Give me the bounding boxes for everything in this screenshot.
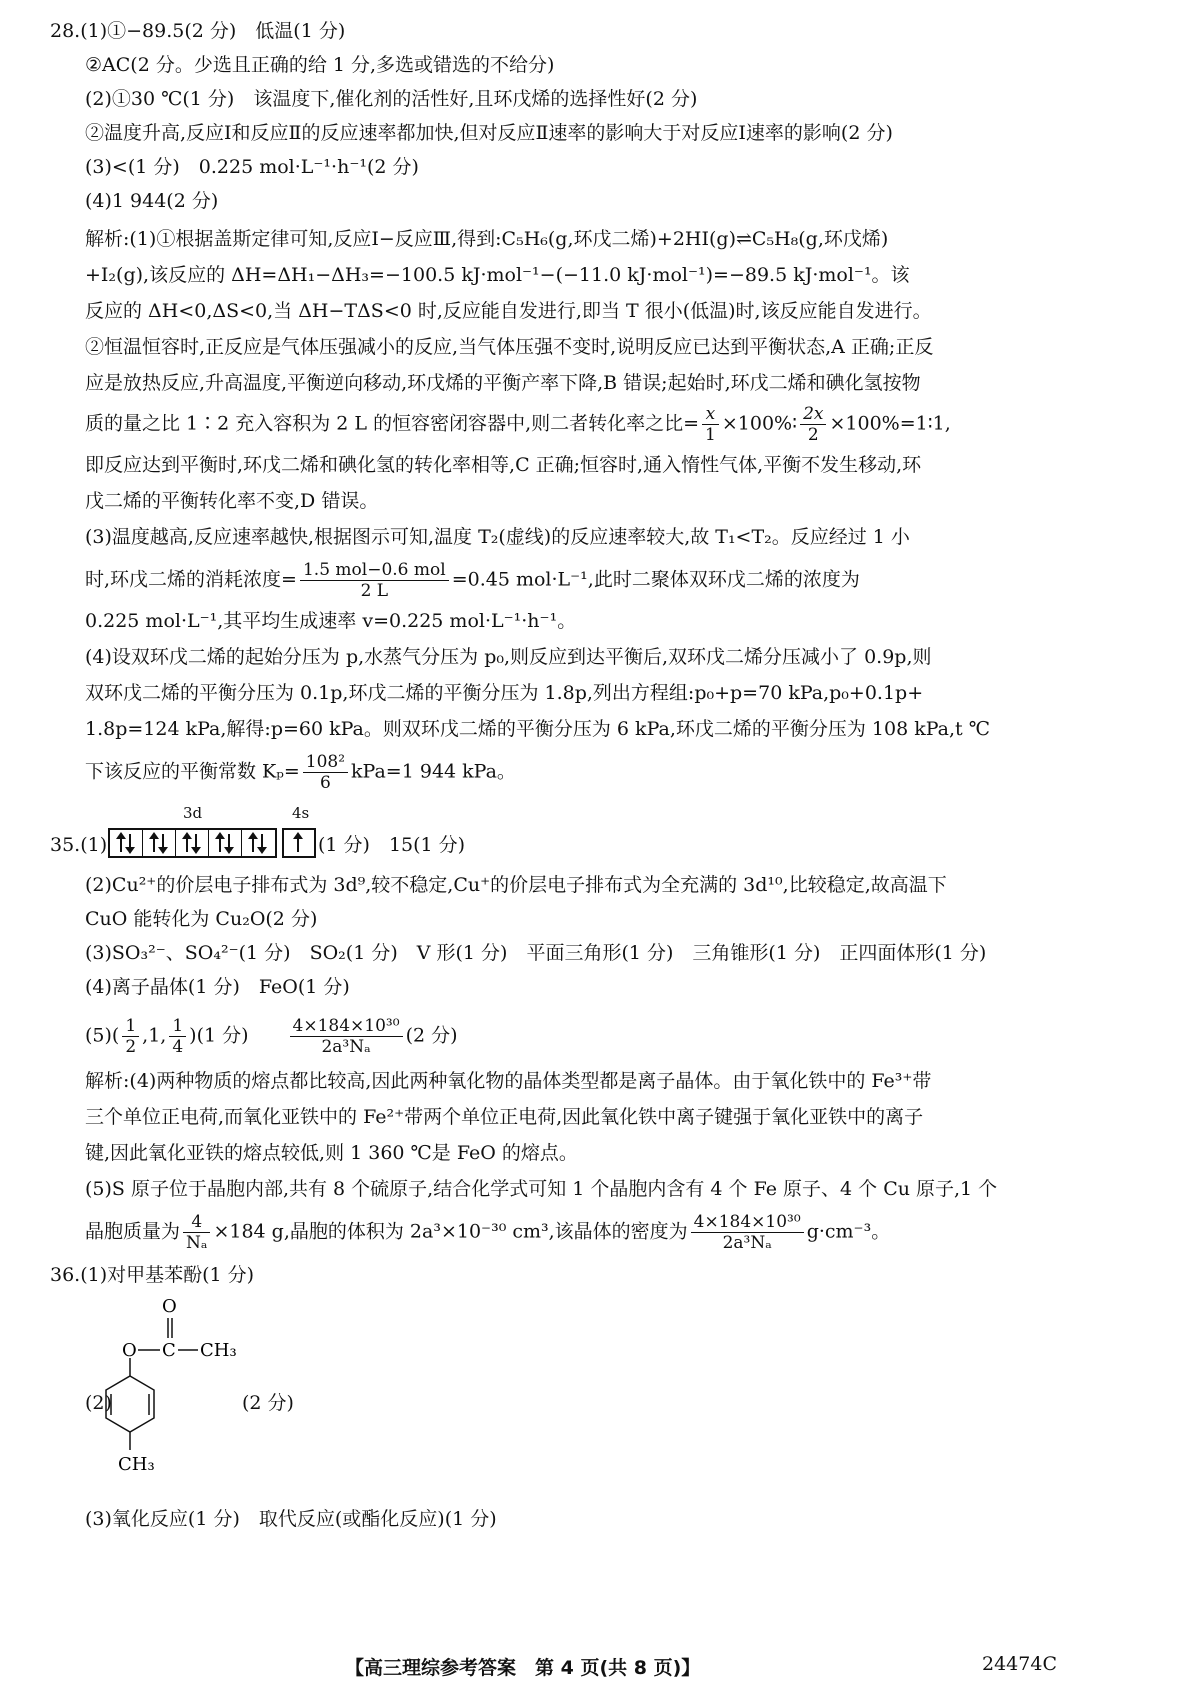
q28-analysis-line-fraction: 下该反应的平衡常数 Kₚ= $\frac{\text{108²}}{6}$ kPa=1 944 kPa。 [85, 752, 516, 793]
orbital-box [176, 830, 209, 856]
q35-number: 35.(1) [50, 834, 108, 856]
q35-answer-4: (4)离子晶体(1 分) FeO(1 分) [85, 976, 350, 998]
q35-answer-5: (5)( $\frac{1}{2}$ ,1, $\frac{1}{4}$ )(1 分) $\frac{\text{4×184×10³⁰}}{\text{2a³Nₐ}}$ (2 分) [85, 1016, 458, 1057]
q28-analysis-line-fraction: 质的量之比 1∶2 充入容积为 2 L 的恒容密闭容器中,则二者转化率之比= $\frac{x}{1}$ ×100%∶ $\frac{2x}{2}$ ×100%=1∶1, [85, 404, 951, 445]
q28-analysis-line: 双环戊二烯的平衡分压为 0.1p,环戊二烯的平衡分压为 1.8p,列出方程组:p₀+p=70 kPa,p₀+0.1p+ [85, 682, 924, 704]
orbital-box [284, 830, 314, 856]
fraction: $\frac{x}{1}$ [702, 404, 719, 445]
q35-analysis-line: 三个单位正电荷,而氧化亚铁中的 Fe²⁺带两个单位正电荷,因此氧化铁中离子键强于氧化亚铁中的离子 [85, 1106, 924, 1128]
group-CH3-methyl: CH₃ [118, 1454, 155, 1475]
q28-analysis-line-fraction: 时,环戊二烯的消耗浓度= $\frac{\text{1.5 mol−0.6 mol}}{2 L}$ =0.45 mol·L⁻¹,此时二聚体双环戊二烯的浓度为 [85, 560, 860, 601]
fraction: $\frac{2x}{2}$ [800, 404, 826, 445]
fraction: $\frac{\text{4×184×10³⁰}}{\text{2a³Nₐ}}$ [290, 1016, 403, 1057]
orbital-box [242, 830, 275, 856]
q36-answer-3: (3)氧化反应(1 分) 取代反应(或酯化反应)(1 分) [85, 1508, 497, 1530]
q35-answer-2-cont: CuO 能转化为 Cu₂O(2 分) [85, 908, 318, 930]
q28-analysis-line: (3)温度越高,反应速率越快,根据图示可知,温度 T₂(虚线)的反应速率较大,故 T₁<T₂。反应经过 1 小 [85, 526, 910, 548]
orbital-box [110, 830, 143, 856]
q35-answer-3: (3)SO₃²⁻、SO₄²⁻(1 分) SO₂(1 分) V 形(1 分) 平面三角形(1 分) 三角锥形(1 分) 正四面体形(1 分) [85, 942, 987, 964]
q28-number: 28.(1)①−89.5(2 分) 低温(1 分) [50, 20, 346, 42]
q28-answer-2-1: (2)①30 ℃(1 分) 该温度下,催化剂的活性好,且环戊烯的选择性好(2 分) [85, 88, 698, 110]
orbital-label-3d: 3d [183, 804, 203, 822]
q35-analysis-line: 解析:(4)两种物质的熔点都比较高,因此两种氧化物的晶体类型都是离子晶体。由于氧化铁中的 Fe³⁺带 [85, 1070, 932, 1092]
orbital-diagram-4s [282, 828, 316, 858]
q28-analysis-line: 应是放热反应,升高温度,平衡逆向移动,环戊烯的平衡产率下降,B 错误;起始时,环戊二烯和碘化氢按物 [85, 372, 921, 394]
q28-answer-3: (3)<(1 分) 0.225 mol·L⁻¹·h⁻¹(2 分) [85, 156, 419, 178]
q28-answer-1-2: ②AC(2 分。少选且正确的给 1 分,多选或错选的不给分) [85, 54, 555, 76]
q28-analysis-line: 戊二烯的平衡转化率不变,D 错误。 [85, 490, 379, 512]
fraction: $\frac{1}{2}$ [122, 1016, 139, 1057]
q28-analysis-line: 反应的 ΔH<0,ΔS<0,当 ΔH−TΔS<0 时,反应能自发进行,即当 T 很小(低温)时,该反应能自发进行。 [85, 300, 932, 322]
document-code: 24474C [982, 1653, 1057, 1675]
q28-analysis-line: 1.8p=124 kPa,解得:p=60 kPa。则双环戊二烯的平衡分压为 6 kPa,环戊二烯的平衡分压为 108 kPa,t ℃ [85, 718, 990, 740]
atom-C: C [162, 1340, 176, 1361]
q35-analysis-line: 键,因此氧化亚铁的熔点较低,则 1 360 ℃是 FeO 的熔点。 [85, 1142, 578, 1164]
orbital-diagram-3d [108, 828, 277, 858]
fraction: $\frac{\text{1.5 mol−0.6 mol}}{2 L}$ [300, 560, 449, 601]
q28-analysis-line: 即反应达到平衡时,环戊二烯和碘化氢的转化率相等,C 正确;恒容时,通入惰性气体,平衡不发生移动,环 [85, 454, 922, 476]
fraction: $\frac{1}{4}$ [169, 1016, 186, 1057]
atom-O-ester: O [122, 1340, 137, 1361]
orbital-box [143, 830, 176, 856]
fraction: $\frac{4}{\text{Nₐ}}$ [183, 1212, 210, 1253]
fraction: $\frac{\text{108²}}{6}$ [303, 752, 348, 793]
q28-analysis-line: 解析:(1)①根据盖斯定律可知,反应Ⅰ−反应Ⅲ,得到:C₅H₆(g,环戊二烯)+2HI(g)⇌C₅H₈(g,环戊烯) [85, 228, 889, 250]
q35-analysis-line: (5)S 原子位于晶胞内部,共有 8 个硫原子,结合化学式可知 1 个晶胞内含有 4 个 Fe 原子、4 个 Cu 原子,1 个 [85, 1178, 998, 1200]
orbital-label-4s: 4s [292, 804, 310, 822]
orbital-box [209, 830, 242, 856]
fraction: $\frac{\text{4×184×10³⁰}}{\text{2a³Nₐ}}$ [691, 1212, 804, 1253]
q28-answer-4: (4)1 944(2 分) [85, 190, 219, 212]
q36-answer-2-score: (2 分) [242, 1392, 294, 1414]
q36-answer-2-label: (2) [85, 1392, 112, 1414]
q28-analysis-line: (4)设双环戊二烯的起始分压为 p,水蒸气分压为 p₀,则反应到达平衡后,双环戊二烯分压减小了 0.9p,则 [85, 646, 932, 668]
q28-analysis-line: ②恒温恒容时,正反应是气体压强减小的反应,当气体压强不变时,说明反应已达到平衡状态,A 正确;正反 [85, 336, 934, 358]
q35-answer-2: (2)Cu²⁺的价层电子排布式为 3d⁹,较不稳定,Cu⁺的价层电子排布式为全充满的 3d¹⁰,比较稳定,故高温下 [85, 874, 947, 896]
page-footer: 【高三理综参考答案 第 4 页(共 8 页)】 [345, 1657, 701, 1679]
q36-number: 36.(1)对甲基苯酚(1 分) [50, 1264, 255, 1286]
atom-O-carbonyl: O [162, 1296, 177, 1317]
q28-analysis-line: 0.225 mol·L⁻¹,其平均生成速率 v=0.225 mol·L⁻¹·h⁻¹。 [85, 610, 577, 632]
q35-analysis-line-fraction: 晶胞质量为 $\frac{4}{\text{Nₐ}}$ ×184 g,晶胞的体积为 2a³×10⁻³⁰ cm³,该晶体的密度为 $\frac{\text{4×184×10³⁰}}{\text{2a³Nₐ}}$ g·cm⁻³。 [85, 1212, 891, 1253]
q35-answer-1-score: (1 分) 15(1 分) [318, 834, 466, 856]
structure-formula [80, 1290, 280, 1480]
group-CH3-acetyl: CH₃ [200, 1340, 237, 1361]
q28-analysis-line: +I₂(g),该反应的 ΔH=ΔH₁−ΔH₃=−100.5 kJ·mol⁻¹−(−11.0 kJ·mol⁻¹)=−89.5 kJ·mol⁻¹。该 [85, 264, 910, 286]
q28-answer-2-2: ②温度升高,反应Ⅰ和反应Ⅱ的反应速率都加快,但对反应Ⅱ速率的影响大于对反应Ⅰ速率的影响(2 分) [85, 122, 893, 144]
